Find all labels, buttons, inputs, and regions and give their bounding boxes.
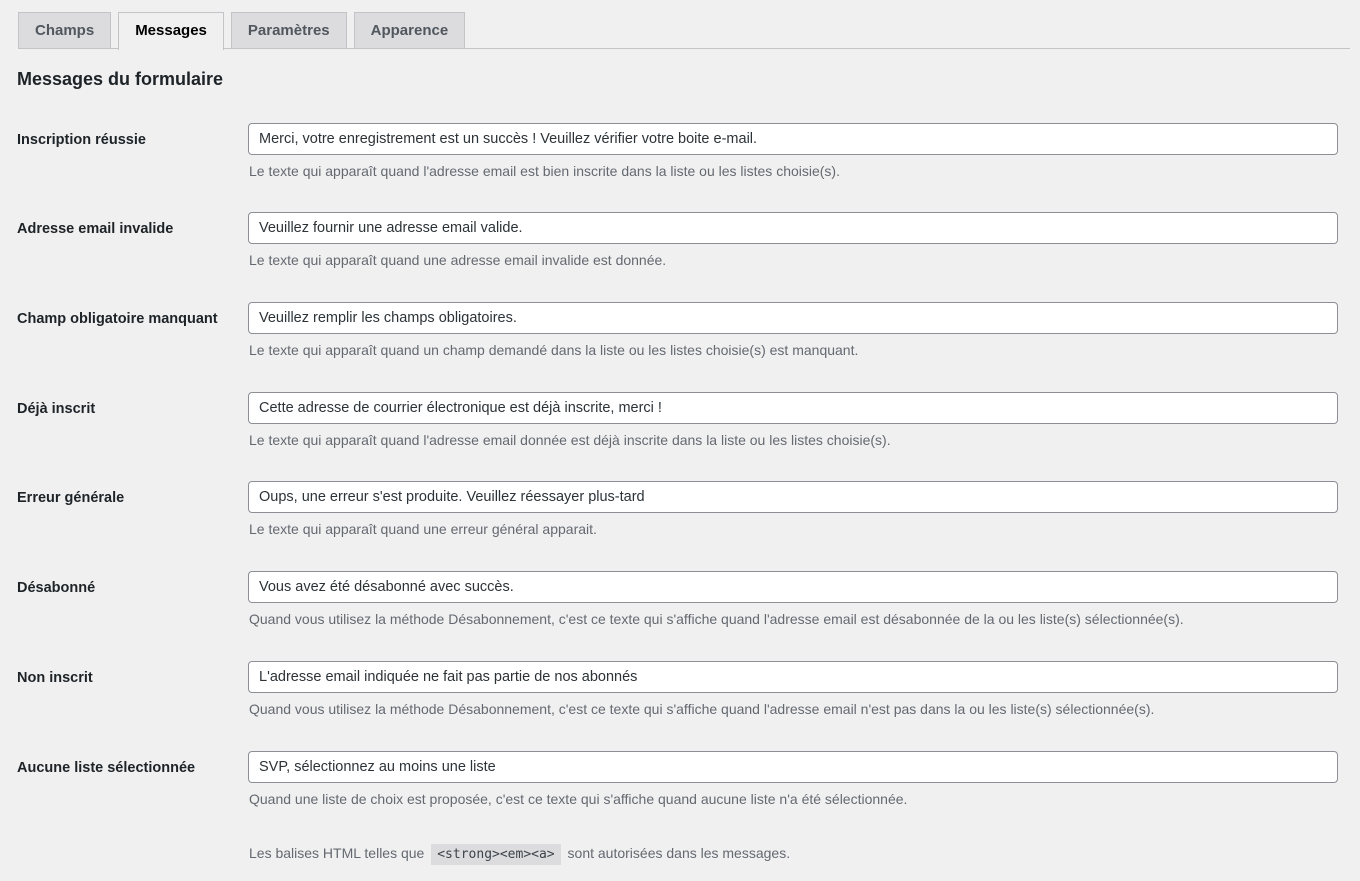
field-label: Inscription réussie — [17, 132, 146, 148]
note-text-after: sont autorisées dans les messages. — [567, 845, 791, 861]
section-title: Messages du formulaire — [17, 69, 224, 89]
field-row-adresse-invalide — [0, 212, 1360, 282]
field-label: Déjà inscrit — [17, 401, 96, 417]
field-description: Le texte qui apparaît quand l'adresse email donnée est déjà inscrite dans la liste ou les listes choisie(s). — [249, 432, 891, 448]
no-list-selected-input[interactable] — [248, 751, 1338, 783]
not-subscribed-input[interactable] — [248, 661, 1338, 693]
field-description: Le texte qui apparaît quand un champ demandé dans la liste ou les listes choisie(s) est manquant. — [249, 342, 859, 358]
success-message-input[interactable] — [248, 123, 1338, 155]
field-row-non-inscrit — [0, 661, 1360, 731]
field-row-aucune-liste — [0, 751, 1360, 821]
field-row-champ-manquant — [0, 302, 1360, 372]
allowed-tags-code: <strong><em><a> — [431, 844, 560, 865]
field-description: Le texte qui apparaît quand l'adresse email est bien inscrite dans la liste ou les listes choisie(s). — [249, 163, 840, 179]
field-label: Non inscrit — [17, 670, 93, 686]
unsubscribed-input[interactable] — [248, 571, 1338, 603]
field-label: Erreur générale — [17, 490, 125, 506]
note-text-before: Les balises HTML telles que — [249, 845, 425, 861]
tab-messages[interactable]: Messages — [118, 12, 224, 50]
general-error-input[interactable] — [248, 481, 1338, 513]
field-label: Champ obligatoire manquant — [17, 311, 218, 327]
field-row-inscription-reussie — [0, 123, 1360, 193]
field-row-desabonne — [0, 571, 1360, 641]
field-description: Le texte qui apparaît quand une adresse email invalide est donnée. — [249, 252, 667, 268]
required-field-missing-input[interactable] — [248, 302, 1338, 334]
field-description: Le texte qui apparaît quand une erreur général apparait. — [249, 521, 597, 537]
html-tags-note — [249, 845, 790, 862]
field-description: Quand une liste de choix est proposée, c'est ce texte qui s'affiche quand aucune liste n'a été sélectionnée. — [249, 791, 908, 807]
field-label: Aucune liste sélectionnée — [17, 760, 196, 776]
field-label: Désabonné — [17, 580, 96, 596]
field-row-erreur-generale — [0, 481, 1360, 551]
already-subscribed-input[interactable] — [248, 392, 1338, 424]
field-description: Quand vous utilisez la méthode Désabonnement, c'est ce texte qui s'affiche quand l'adresse email n'est pas dans la ou les liste(s) sélectionnée(s). — [249, 701, 1155, 717]
invalid-email-input[interactable] — [248, 212, 1338, 244]
field-description: Quand vous utilisez la méthode Désabonnement, c'est ce texte qui s'affiche quand l'adresse email est désabonnée de la ou les liste(s) sélectionnée(s). — [249, 611, 1184, 627]
tab-bar — [18, 12, 465, 49]
field-row-deja-inscrit — [0, 392, 1360, 462]
field-label: Adresse email invalide — [17, 221, 174, 237]
tab-champs[interactable]: Champs — [18, 12, 111, 49]
tab-parametres[interactable]: Paramètres — [231, 12, 347, 49]
tab-apparence[interactable]: Apparence — [354, 12, 466, 49]
